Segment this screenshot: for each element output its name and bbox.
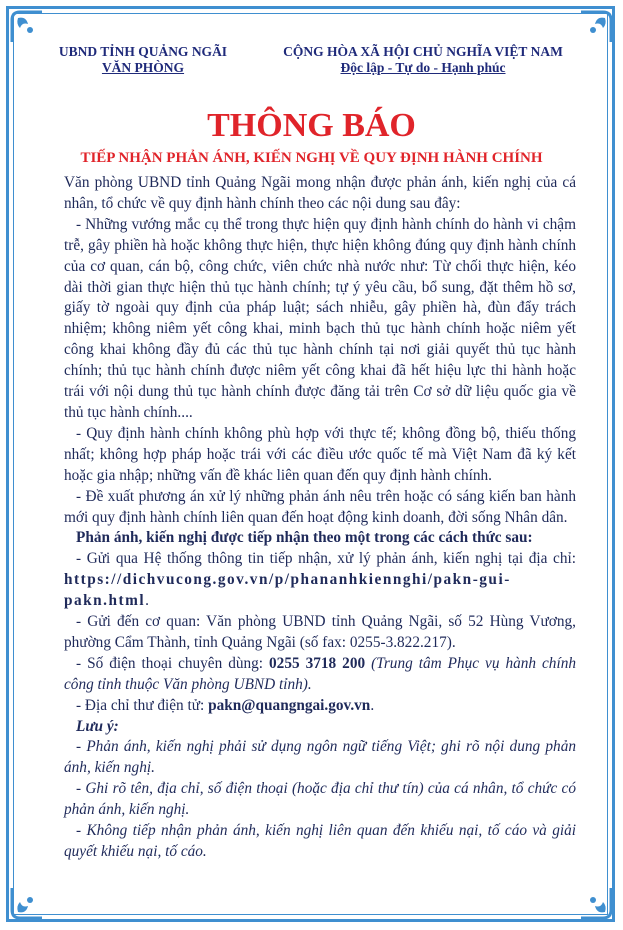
method-online <box>64 549 576 612</box>
corner-ornament-icon <box>10 10 44 44</box>
issuing-agency <box>48 44 238 76</box>
method-email <box>64 696 576 717</box>
corner-ornament-icon <box>579 10 613 44</box>
motto-line: Độc lập - Tự do - Hạnh phúc <box>340 60 506 75</box>
corner-ornament-icon <box>579 886 613 920</box>
national-motto <box>268 44 578 76</box>
intro-paragraph: Văn phòng UBND tỉnh Quảng Ngãi mong nhận được phản ánh, kiến nghị của cá nhân, tổ chức về quy định hành chính theo các nội dung sau đây: <box>64 174 576 212</box>
submission-url-link[interactable]: https://dichvucong.gov.vn/p/phananhkiennghi/pakn-gui-pakn.html <box>64 571 511 610</box>
notes-heading: Lưu ý: <box>76 717 119 735</box>
document-title: THÔNG BÁO <box>207 107 416 144</box>
content-item-3: - Đề xuất phương án xử lý những phản ánh nêu trên hoặc có sáng kiến ban hành mới quy định hành chính liên quan đến hoạt động kinh doanh, đời sống Nhân dân. <box>64 487 576 526</box>
country-name: CỘNG HÒA XÃ HỘI CHỦ NGHĨA VIỆT NAM <box>283 44 563 59</box>
method-mail: - Gửi đến cơ quan: Văn phòng UBND tỉnh Quảng Ngãi, số 52 Hùng Vương, phường Cẩm Thành, tỉnh Quảng Ngãi (số fax: 0255-3.822.217). <box>64 613 576 651</box>
hotline-note: (Trung tâm Phục vụ hành chính công tỉnh thuộc Văn phòng UBND tỉnh). <box>64 654 576 693</box>
method-phone <box>64 654 576 696</box>
document-body <box>64 173 576 863</box>
corner-ornament-icon <box>10 886 44 920</box>
method-email-text: - Địa chỉ thư điện tử: <box>76 696 209 714</box>
methods-heading: Phản ánh, kiến nghị được tiếp nhận theo một trong các cách thức sau: <box>76 529 533 547</box>
method-email-suffix: . <box>370 696 375 714</box>
method-online-text: - Gửi qua Hệ thống thông tin tiếp nhận, xử lý phản ánh, kiến nghị tại địa chỉ: <box>76 550 576 568</box>
content-item-1: - Những vướng mắc cụ thể trong thực hiện quy định hành chính do hành vi chậm trễ, gây phiền hà hoặc không thực hiện, thực hiện không đúng quy định hành chính của cơ quan, cán bộ, công chức, viên chức nhà nước như: Từ chối thực hiện, kéo dài thời gian thực hiện thủ tục hành chính; tự ý yêu cầu, bổ sung, đặt thêm hồ sơ, giấy tờ ngoài quy định của pháp luật; sách nhiễu, gây phiền hà, đùn đẩy trách nhiệm; không niêm yết công khai, minh bạch thủ tục hành chính hoặc niêm yết công khai không đầy đủ các thủ tục hành chính tại nơi giải quyết thủ tục hành chính; thủ tục hành chính được niêm yết công khai đã hết hiệu lực thi hành hoặc trái với nội dung thủ tục hành chính được đăng tải trên Cơ sở dữ liệu quốc gia về thủ tục hành chính.... <box>64 215 576 421</box>
agency-office: VĂN PHÒNG <box>101 60 185 75</box>
note-item-3: - Không tiếp nhận phản ánh, kiến nghị liên quan đến khiếu nại, tố cáo và giải quyết khiếu nại, tố cáo. <box>64 822 576 860</box>
hotline-number: 0255 3718 200 <box>269 654 366 672</box>
document-header <box>0 44 623 84</box>
document-subtitle: TIẾP NHẬN PHẢN ÁNH, KIẾN NGHỊ VỀ QUY ĐỊNH HÀNH CHÍNH <box>80 150 543 166</box>
method-online-suffix: . <box>145 592 149 610</box>
content-item-2: - Quy định hành chính không phù hợp với thực tế; không đồng bộ, thiếu thống nhất; không hợp pháp hoặc trái với các điều ước quốc tế mà Việt Nam đã ký kết hoặc gia nhập; những vấn đề khác liên quan đến quy định hành chính. <box>64 424 576 484</box>
note-item-2: - Ghi rõ tên, địa chỉ, số điện thoại (hoặc địa chỉ thư tín) của cá nhân, tổ chức có phản ánh, kiến nghị. <box>64 780 576 819</box>
note-item-1: - Phản ánh, kiến nghị phải sử dụng ngôn ngữ tiếng Việt; ghi rõ nội dung phản ánh, kiến nghị. <box>64 738 576 777</box>
agency-name: UBND TỈNH QUẢNG NGÃI <box>58 44 228 59</box>
method-phone-text: - Số điện thoại chuyên dùng: <box>76 654 270 672</box>
email-address-link[interactable]: pakn@quangngai.gov.vn <box>208 696 371 714</box>
